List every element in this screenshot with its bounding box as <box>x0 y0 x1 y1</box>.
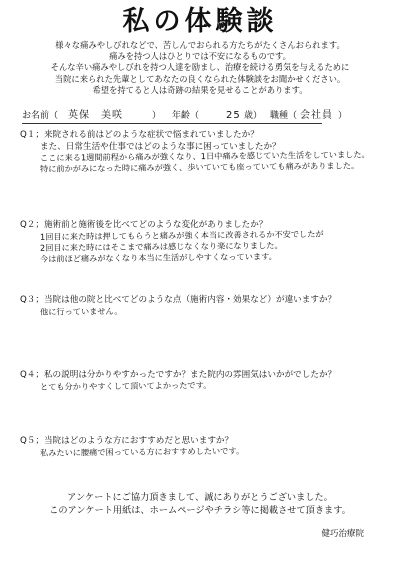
intro-line: 希望を持てると人は奇跡の結果を見せることがあります。 <box>92 84 308 95</box>
intro-line: 様々な痛みやしびれなどで、苦しんでおられる方たちがたくさんおられます。 <box>55 40 345 50</box>
answer-line: 他に行っていません。 <box>39 305 123 317</box>
page-title: 私の体験談 <box>122 6 278 37</box>
answer-line: とても分かりやすくして頂いてよかったです。 <box>39 379 212 392</box>
name-label: お名前（ <box>22 111 59 121</box>
intro-text <box>0 40 400 96</box>
question-text: Q３；当院は他の院と比べてどのような点（施術内容・効果など）が違いますか？ <box>20 295 337 305</box>
answer-line: 2回目に来た時にはそこまで痛みは感じなくなり楽になりました。 <box>39 240 283 253</box>
thanks-line: このアンケート用紙は、ホームページやチラシ等に掲載させて頂きます。 <box>49 505 351 516</box>
job-close: ） <box>338 111 348 121</box>
question-5 <box>20 436 390 459</box>
question-4 <box>20 370 390 393</box>
job-field: 会社員 <box>300 110 333 121</box>
answer-line: 1回目に来た時は押してもらうと痛みが強く本当に改善されるか不安でしたが <box>39 228 324 242</box>
name-field: 英保 美咲 <box>68 110 123 121</box>
age-close: 歳） <box>244 111 263 121</box>
profile-row <box>22 108 352 124</box>
answer-line: 特に前かがみになった時に痛みが強く、歩いていても座っていても痛みがありました。 <box>39 160 360 175</box>
answer-line: 今は前ほど痛みがなくなり本当に生活がしやすくなっています。 <box>39 251 277 264</box>
question-text: Q１；来院される前はどのような症状で悩まれていましたか？ <box>20 130 259 140</box>
answer-line: ここに来る1週間前程から痛みが強くなり、1日中痛みを感じていた生活をしていました。 <box>39 149 370 163</box>
question-3 <box>20 295 390 318</box>
question-text: Q２；施術前と施術後を比べてどのような変化がありましたか？ <box>20 220 268 230</box>
question-1 <box>20 130 390 176</box>
question-text: Q４；私の説明は分かりやすかったですか？また院内の雰囲気はいかがでしたか？ <box>20 370 337 380</box>
thanks-line: アンケートにご協力頂きまして、誠にありがとうございました。 <box>67 492 333 503</box>
question-text: また、日常生活や仕事ではどのような事に困っていましたか？ <box>40 141 281 152</box>
intro-line: そんな辛い痛みやしびれを持つ人達を励まし、治療を続ける勇気を与えるために <box>50 62 350 73</box>
question-text: Q５；当院はどのような方におすすめだと思いますか？ <box>20 436 234 446</box>
answer-line: 私みたいに腰痛で困っている方におすすめしたいです。 <box>39 445 245 458</box>
name-close: ） <box>152 111 162 121</box>
age-field: 25 <box>226 110 241 121</box>
clinic-name: 健巧治療院 <box>321 529 364 539</box>
intro-line: 痛みを持つ人はひとりでは不安になるものです。 <box>109 51 291 62</box>
question-2 <box>20 220 390 265</box>
job-label: 職種（ <box>270 111 298 121</box>
thanks-message <box>0 491 400 517</box>
age-label: 年齢（ <box>172 111 200 121</box>
profile-underline <box>22 123 322 124</box>
intro-line: 当院に来られた先輩としてあなたの良くなられた体験談をお聞かせください。 <box>54 73 346 84</box>
